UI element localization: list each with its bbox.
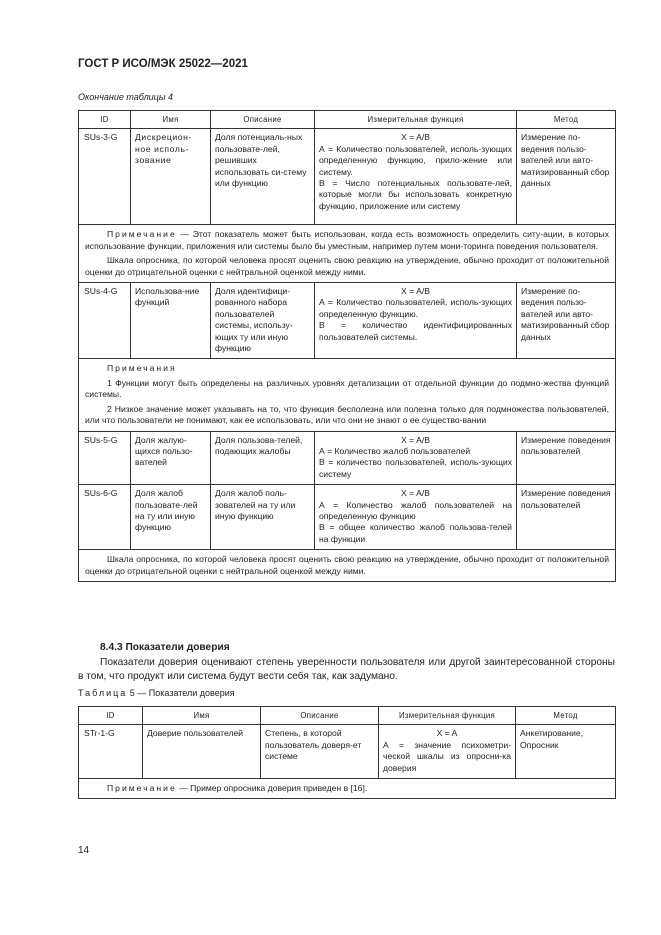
column-header: ID (79, 111, 131, 129)
cell-function (315, 485, 517, 550)
note-label: Примечание (107, 229, 177, 240)
column-header: ID (79, 707, 143, 725)
cell-name: Доля жалоб пользовате-лей на ту или иную функцию (131, 485, 211, 550)
table-caption: Окончание таблицы 4 (78, 92, 173, 102)
column-header: Описание (261, 707, 379, 725)
note-paragraph: 1 Функции могут быть определены на различных уровнях детализации от отдельной функции до подмно-жества функций системы. (85, 377, 609, 400)
cell-method: Измерение поведения пользователей (517, 431, 616, 485)
note-row (79, 550, 616, 582)
formula-definition: В = общее количество жалоб пользова-телей на функции (319, 522, 512, 544)
cell-id: SUs-3-G (79, 129, 131, 225)
section-title: 8.4.3 Показатели доверия (100, 642, 230, 653)
note-paragraph: Примечание — Этот показатель может быть использован, когда есть возможность определить ситу-ации, в которых использование функции, приложения или системы было бы уместным, например путем мони-торинга поведения пользователя. (85, 229, 609, 251)
cell-name: Доверие пользователей (143, 725, 261, 779)
note-paragraph: Шкала опросника, по которой человека просят оценить свою реакцию на утверждение, обычно проходит от положительной оценки до отрицательной оценки с нейтральной оценкой между ними. (85, 255, 609, 277)
cell-name: Использова-ние функций (131, 283, 211, 359)
formula: X = A/B (401, 286, 430, 297)
cell-name: Дискрецион-ное исполь-зование (131, 129, 211, 225)
table-row (79, 129, 616, 225)
formula: X = A/B (401, 434, 430, 445)
cell-id: STr-1-G (79, 725, 143, 779)
note-label: Примечание (107, 783, 177, 794)
column-header: Описание (211, 111, 315, 129)
formula: X = A/B (401, 132, 430, 143)
cell-function (315, 129, 517, 225)
cell-method: Измерение по-ведения пользо-вателей или авто-матизированный сбор данных (517, 129, 616, 225)
note-row (79, 359, 616, 431)
column-header: Метод (517, 111, 616, 129)
table-row (79, 283, 616, 359)
cell-method: Измерение поведения пользователей (517, 485, 616, 550)
note-cell (79, 779, 616, 799)
page-number: 14 (78, 845, 90, 856)
note-label: Примечания (107, 363, 177, 374)
column-header: Имя (131, 111, 211, 129)
formula-definition: А = Количество пользователей, исполь-зующих определенную функцию. (319, 297, 512, 319)
cell-id: SUs-6-G (79, 485, 131, 550)
caption-label: Таблица (78, 688, 128, 698)
table-header-row (79, 111, 616, 129)
note-row (79, 225, 616, 283)
table-row (79, 485, 616, 550)
formula-definition: А = Количество пользователей, исполь-зующих определенную функцию, прило-жение или систему. (319, 143, 512, 177)
cell-description: Степень, в которой пользователь доверя-ет системе (261, 725, 379, 779)
formula: X = A/B (401, 488, 430, 499)
column-header: Метод (516, 707, 616, 725)
section-paragraph: Показатели доверия оценивают степень уверенности пользователя или другой заинтересованной стороны в том, что продукт или система будут вести себя так, как задумано. (78, 657, 615, 682)
table-5 (78, 706, 616, 799)
cell-method: Измерение по-ведения пользо-вателей или авто-матизированный сбор данных (517, 283, 616, 359)
document-header: ГОСТ Р ИСО/МЭК 25022—2021 (78, 58, 248, 70)
cell-description: Доля жалоб поль-зователей на ту или иную функцию (211, 485, 315, 550)
formula-definition: А = Количество жалоб пользователей (319, 445, 471, 456)
formula: X = A (436, 728, 458, 739)
note-paragraph: Шкала опросника, по которой человека просят оценить свою реакцию на утверждение, обычно проходит от положительной оценки до отрицательной оценки с нейтральной оценкой между ними. (85, 554, 609, 576)
cell-function (315, 283, 517, 359)
cell-description: Доля пользова-телей, подающих жалобы (211, 431, 315, 485)
formula-definition: В = количество идентифицированных пользователей системы. (319, 320, 512, 342)
cell-id: SUs-5-G (79, 431, 131, 485)
formula-definition: В = количество пользователей, исполь-зующих систему (319, 457, 512, 479)
cell-id: SUs-4-G (79, 283, 131, 359)
formula-definition: А = значение психометри-ческой шкалы из опросни-ка доверия (383, 739, 511, 773)
cell-description: Доля потенциаль-ных пользовате-лей, решивших использовать си-стему или функцию (211, 129, 315, 225)
note-row (79, 779, 616, 799)
table-row (79, 725, 616, 779)
note-cell (79, 550, 616, 582)
note-cell (79, 359, 616, 431)
cell-name: Доля жалую-щихся пользо-вателей (131, 431, 211, 485)
cell-description: Доля идентифици-рованного набора пользователей системы, использу-ющих ту или иную функцию (211, 283, 315, 359)
table-row (79, 431, 616, 485)
column-header: Измерительная функция (315, 111, 517, 129)
caption-text: 5 — Показатели доверия (127, 688, 235, 698)
table-header-row (79, 707, 616, 725)
note-paragraph (85, 363, 609, 374)
note-paragraph: Примечание — Пример опросника доверия приведен в [16]. (107, 783, 368, 794)
cell-function (379, 725, 516, 779)
formula-definition: В = Число потенциальных пользовате-лей, которые могли бы использовать конкретную функцию, приложение или систему (319, 178, 512, 211)
column-header: Измерительная функция (379, 707, 516, 725)
formula-definition: А = Количество жалоб пользователей на определенную функцию (319, 499, 512, 521)
cell-function (315, 431, 517, 485)
table-4 (78, 110, 616, 582)
column-header: Имя (143, 707, 261, 725)
table-caption (78, 688, 235, 698)
cell-method: Анкетирование, Опросник (516, 725, 616, 779)
note-paragraph: 2 Низкое значение может указывать на то, что функция бесполезна или полезна только для подмножества пользователей, или что пользователи не понимают, как ее использовать, или что они не знают о ее существо-вании (85, 403, 609, 426)
note-cell (79, 225, 616, 283)
